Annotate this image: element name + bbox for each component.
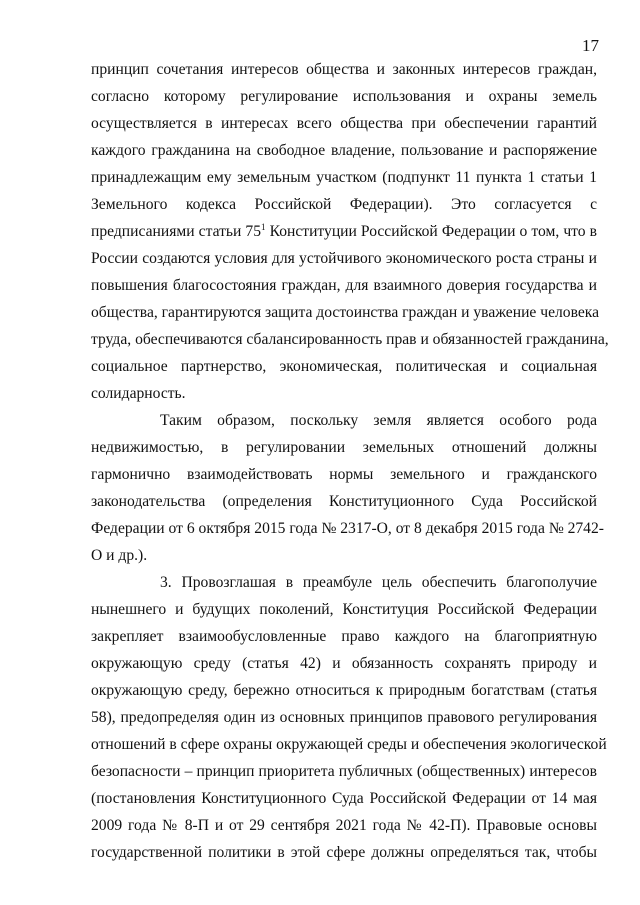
text-line-indented: [91, 569, 597, 596]
text-line: каждого гражданина на свободное владение, пользование и распоряжение: [91, 142, 597, 159]
text-line: осуществляется в интересах всего общества при обеспечении гарантий: [91, 115, 597, 132]
text-line: государственной политики в этой сфере должны определяться так, чтобы: [91, 844, 597, 861]
superscript-article-number: 1: [261, 222, 266, 232]
text-fragment: 3. Провозглашая в преамбуле цель обеспечить благополучие: [160, 574, 597, 591]
body-text: [91, 56, 609, 866]
text-line: труда, обеспечиваются сбалансированность прав и обязанностей гражданина,: [91, 331, 609, 348]
text-line: России создаются условия для устойчивого экономического роста страны и: [91, 250, 597, 267]
text-line: законодательства (определения Конституционного Суда Российской: [91, 493, 597, 510]
text-line: 58), предопределяя один из основных принципов правового регулирования: [91, 709, 597, 726]
text-line: гармонично взаимодействовать нормы земельного и гражданского: [91, 466, 597, 483]
text-line: окружающую среду (статья 42) и обязанность сохранять природу и: [91, 655, 597, 672]
page-number: 17: [582, 36, 599, 55]
paragraph-2: [91, 407, 604, 569]
text-line: безопасности – принцип приоритета публичных (общественных) интересов: [91, 763, 597, 780]
paragraph-1: [91, 56, 609, 407]
text-line: согласно которому регулирование использования и охраны земель: [91, 88, 597, 105]
text-line: общества, гарантируются защита достоинства граждан и уважение человека: [91, 304, 600, 321]
text-line: отношений в сфере охраны окружающей среды и обеспечения экологической: [91, 736, 607, 753]
text-line: Земельного кодекса Российской Федерации). Это согласуется с: [91, 196, 597, 213]
text-line: принцип сочетания интересов общества и законных интересов граждан,: [91, 61, 597, 78]
text-line: недвижимостью, в регулировании земельных отношений должны: [91, 439, 597, 456]
text-line: Федерации от 6 октября 2015 года № 2317-О, от 8 декабря 2015 года № 2742-: [91, 520, 604, 537]
text-line: закрепляет взаимообусловленные право каждого на благоприятную: [91, 628, 597, 645]
text-line: 2009 года № 8-П и от 29 сентября 2021 года № 42-П). Правовые основы: [91, 817, 597, 834]
text-line: социальное партнерство, экономическая, политическая и социальная: [91, 358, 597, 375]
text-line: принадлежащим ему земельным участком (подпункт 11 пункта 1 статьи 1: [91, 169, 597, 186]
paragraph-3: [91, 569, 607, 866]
text-line: окружающую среду, бережно относиться к природным богатствам (статья: [91, 682, 597, 699]
text-line: (постановления Конституционного Суда Российской Федерации от 14 мая: [91, 790, 597, 807]
text-fragment: Конституции Российской Федерации о том, что в: [265, 223, 597, 240]
text-fragment: предписаниями статьи 75: [91, 223, 262, 240]
text-fragment: Таким образом, поскольку земля является особого рода: [160, 412, 597, 429]
text-line: повышения благосостояния граждан, для взаимного доверия государства и: [91, 277, 597, 294]
text-line-with-superscript: [91, 218, 597, 245]
text-line: О и др.).: [91, 547, 148, 564]
text-line: нынешнего и будущих поколений, Конституция Российской Федерации: [91, 601, 597, 618]
text-line: солидарность.: [91, 385, 186, 402]
text-line-indented: [91, 407, 597, 434]
